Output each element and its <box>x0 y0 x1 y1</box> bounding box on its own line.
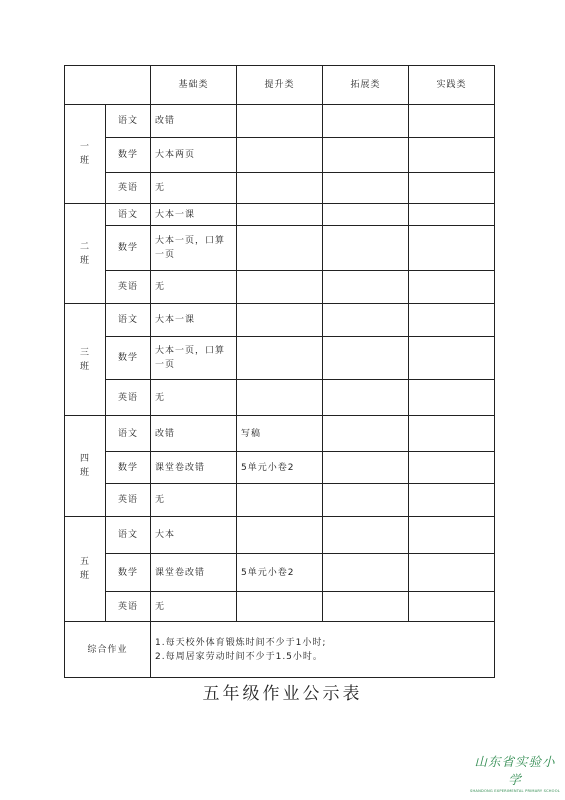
subject-cell: 语文 <box>106 304 151 337</box>
basic-cell: 无 <box>151 592 237 622</box>
class-name-line2: 班 <box>79 468 90 478</box>
practice-cell <box>409 204 495 226</box>
improve-cell <box>237 226 323 271</box>
expand-cell <box>323 105 409 138</box>
improve-cell: 写稿 <box>237 416 323 452</box>
expand-cell <box>323 304 409 337</box>
practice-cell <box>409 105 495 138</box>
page-caption: 五年级作业公示表 <box>202 684 363 704</box>
header-corner-cell <box>65 66 151 105</box>
practice-cell <box>409 304 495 337</box>
subject-cell: 语文 <box>106 517 151 554</box>
class-name-line1: 三 <box>79 347 90 358</box>
improve-cell <box>237 304 323 337</box>
homework-table <box>64 65 495 678</box>
class-name-line1: 一 <box>79 142 90 152</box>
subject-cell: 数学 <box>106 452 151 484</box>
class-name-line1: 二 <box>79 241 90 252</box>
improve-cell <box>237 173 323 204</box>
practice-cell <box>409 416 495 452</box>
class-name-cell <box>65 416 106 517</box>
improve-cell <box>237 484 323 517</box>
subject-cell: 英语 <box>106 380 151 416</box>
basic-cell: 大本一课 <box>151 304 237 337</box>
practice-cell <box>409 452 495 484</box>
header-expand: 拓展类 <box>323 66 409 105</box>
practice-cell <box>409 337 495 380</box>
header-improve: 提升类 <box>237 66 323 105</box>
class-name-cell <box>65 304 106 416</box>
table-row <box>65 105 495 138</box>
subject-cell: 语文 <box>106 416 151 452</box>
subject-cell: 英语 <box>106 173 151 204</box>
basic-cell: 无 <box>151 173 237 204</box>
subject-cell: 数学 <box>106 554 151 592</box>
practice-cell <box>409 226 495 271</box>
table-row <box>65 337 495 380</box>
table-row <box>65 380 495 416</box>
expand-cell <box>323 173 409 204</box>
basic-cell: 课堂卷改错 <box>151 554 237 592</box>
table-row <box>65 226 495 271</box>
expand-cell <box>323 592 409 622</box>
class-name-cell <box>65 204 106 304</box>
basic-cell: 无 <box>151 380 237 416</box>
improve-cell <box>237 380 323 416</box>
table-row <box>65 452 495 484</box>
improve-cell <box>237 337 323 380</box>
header-practice: 实践类 <box>409 66 495 105</box>
expand-cell <box>323 271 409 304</box>
practice-cell <box>409 173 495 204</box>
expand-cell <box>323 416 409 452</box>
table-row <box>65 138 495 173</box>
expand-cell <box>323 554 409 592</box>
table-row <box>65 592 495 622</box>
table-row <box>65 173 495 204</box>
class-name-line2: 班 <box>79 255 90 266</box>
practice-cell <box>409 592 495 622</box>
class-name-line2: 班 <box>79 571 90 581</box>
expand-cell <box>323 380 409 416</box>
subject-cell: 语文 <box>106 105 151 138</box>
expand-cell <box>323 517 409 554</box>
class-name-line2: 班 <box>79 361 90 372</box>
subject-cell: 英语 <box>106 271 151 304</box>
table-row <box>65 416 495 452</box>
class-name-line1: 四 <box>79 454 90 464</box>
table-row <box>65 484 495 517</box>
class-name-cell <box>65 105 106 204</box>
improve-cell <box>237 271 323 304</box>
improve-cell: 5单元小卷2 <box>237 452 323 484</box>
practice-cell <box>409 380 495 416</box>
expand-cell <box>323 138 409 173</box>
header-basic: 基础类 <box>151 66 237 105</box>
summary-row <box>65 622 495 678</box>
table-row <box>65 517 495 554</box>
practice-cell <box>409 517 495 554</box>
basic-cell: 无 <box>151 484 237 517</box>
basic-cell: 大本两页 <box>151 138 237 173</box>
summary-label: 综合作业 <box>65 622 151 678</box>
basic-cell: 大本一页，口算一页 <box>151 337 237 380</box>
basic-cell: 课堂卷改错 <box>151 452 237 484</box>
subject-cell: 数学 <box>106 337 151 380</box>
expand-cell <box>323 452 409 484</box>
improve-cell <box>237 105 323 138</box>
table-row <box>65 204 495 226</box>
basic-cell: 改错 <box>151 105 237 138</box>
practice-cell <box>409 554 495 592</box>
basic-cell: 大本 <box>151 517 237 554</box>
table-row <box>65 304 495 337</box>
basic-cell: 大本一页，口算一页 <box>151 226 237 271</box>
basic-cell: 无 <box>151 271 237 304</box>
school-logo-chinese: 山东省实验小学 <box>474 754 556 787</box>
expand-cell <box>323 204 409 226</box>
table-row <box>65 554 495 592</box>
subject-cell: 英语 <box>106 484 151 517</box>
expand-cell <box>323 226 409 271</box>
subject-cell: 数学 <box>106 226 151 271</box>
improve-cell: 5单元小卷2 <box>237 554 323 592</box>
subject-cell: 英语 <box>106 592 151 622</box>
practice-cell <box>409 138 495 173</box>
subject-cell: 数学 <box>106 138 151 173</box>
expand-cell <box>323 484 409 517</box>
class-name-line2: 班 <box>79 156 90 166</box>
improve-cell <box>237 592 323 622</box>
basic-cell: 改错 <box>151 416 237 452</box>
school-logo-english: SHANDONG EXPERIMENTAL PRIMARY SCHOOL <box>470 789 560 793</box>
summary-content <box>151 622 495 678</box>
class-name-line1: 五 <box>79 557 90 567</box>
summary-line-1: 1.每天校外体育锻炼时间不少于1小时; <box>155 637 327 648</box>
summary-line-2: 2.每周居家劳动时间不少于1.5小时。 <box>155 651 323 662</box>
improve-cell <box>237 138 323 173</box>
improve-cell <box>237 204 323 226</box>
school-logo <box>470 752 560 793</box>
class-name-cell <box>65 517 106 622</box>
basic-cell: 大本一课 <box>151 204 237 226</box>
practice-cell <box>409 484 495 517</box>
practice-cell <box>409 271 495 304</box>
header-row <box>65 66 495 105</box>
subject-cell: 语文 <box>106 204 151 226</box>
improve-cell <box>237 517 323 554</box>
table-row <box>65 271 495 304</box>
expand-cell <box>323 337 409 380</box>
